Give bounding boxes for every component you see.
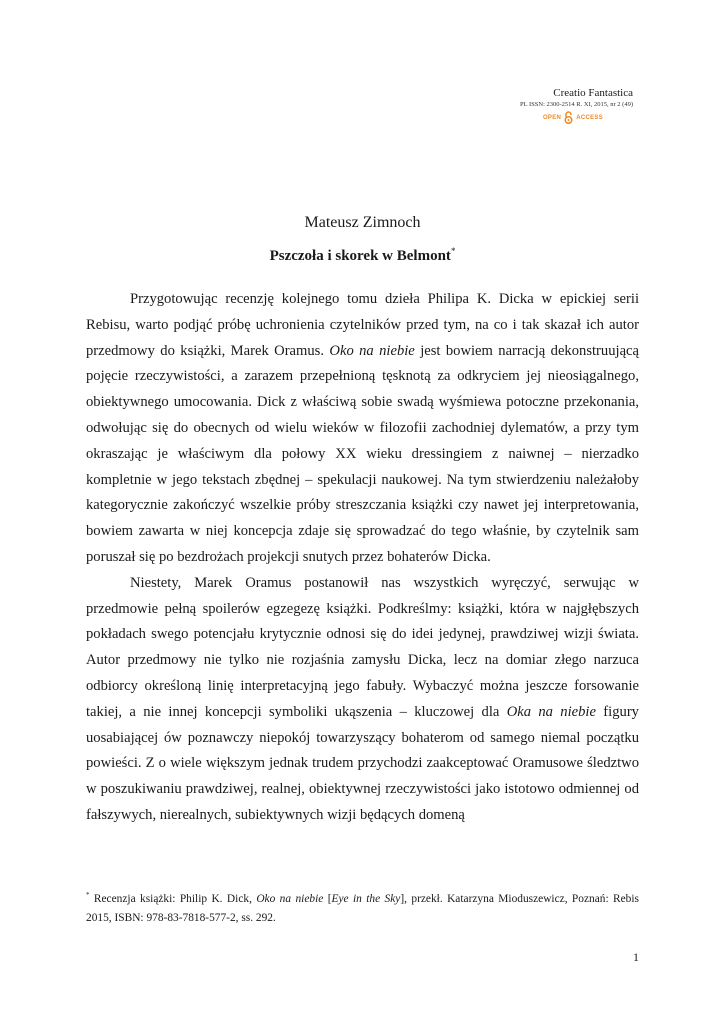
open-label: OPEN [542, 114, 562, 121]
article-title-text: Pszczoła i skorek w Belmont [269, 248, 451, 264]
footnote-text-b: [ [323, 892, 332, 905]
open-access-badge [463, 111, 633, 124]
book-title-italic: Oka na niebie [506, 703, 596, 720]
paragraph-1 [86, 287, 639, 571]
article-title [0, 246, 725, 265]
paragraph-2-text-b: figury uosabiającej ów poznawczy niepokój towarzyszący bohaterom od samego niemal początku powieści. Z o wiele większym jednak trudem przychodzi zaakceptować Oramusowe śledztwo w poszukiwaniu prawdziwej, realnej, obiektywnej rzeczywistości jako istotowo odmiennej od fałszywych, nierealnych, subiektywnych wizji będących domeną [86, 703, 639, 823]
article-body [86, 287, 639, 829]
footnote-marker: * [86, 891, 90, 899]
title-footnote-marker[interactable]: * [450, 246, 456, 256]
journal-name: Creatio Fantastica [553, 87, 633, 99]
footnote-text-c: ], przekł. Katarzyna Mioduszewicz, Poznań: Rebis 2015, ISBN: 978-83-7818-577-2, ss. 292. [86, 892, 639, 924]
open-access-lock-icon [564, 111, 573, 124]
access-label: ACCESS [576, 114, 603, 121]
page-number: 1 [633, 950, 639, 964]
paragraph-1-text-a: Przygotowując recenzję kolejnego tomu dzieła Philipa K. Dicka w epickiej serii Rebisu, warto podjąć próbę uchronienia czytelników przed tym, na co i tak skazał ich autor przedmowy do książki, Marek Oramus. [86, 291, 639, 359]
paragraph-1-text-b: jest bowiem narracją dekonstruującą pojęcie rzeczywistości, a zarazem przepełnioną tęsknotą za odkryciem jej nieosiągalnego, obiektywnego umocowania. Dick z właściwą sobie swadą wyśmiewa potoczne przekonania, odwołując się do obecnych od wielu wieków w filozofii zachodniej dylematów, a przy tym okraszając je właściwym dla połowy XX wieku dressingiem z naiwnej – nierzadko kompletnie w jego tekstach zbędnej – spekulacji naukowej. Na tym stwierdzeniu należałoby kategorycznie zakończyć wszelkie próby streszczania książki czy nawet jej interpretowania, bowiem zawarta w niej koncepcja zdaje się sprowadzać do tego właśnie, by czytelnik sam poruszał się po bezdrożach projekcji snutych przez bohaterów Dicka. [86, 342, 639, 565]
paragraph-2-text-a: Niestety, Marek Oramus postanowił nas wszystkich wyręczyć, serwując w przedmowie pełną spoilerów egzegezę książki. Podkreślmy: książki, która w najgłębszych pokładach swego potencjału krytycznie odnosi się do idei jedynej, prawdziwej wizji świata. Autor przedmowy nie tylko nie rozjaśnia zamysłu Dicka, lecz na domiar złego narzuca odbiorcy określoną linię interpretacyjną jego fabuły. Wybaczyć można jeszcze forsowanie takiej, a nie innej koncepcji symboliki ukąszenia – kluczowej dla [86, 574, 639, 720]
journal-issn: PL ISSN: 2300-2514 R. XI, 2015, nr 2 (49) [520, 101, 633, 108]
footnote [86, 886, 639, 928]
author-name: Mateusz Zimnoch [304, 214, 421, 231]
footnote-original-title: Eye in the Sky [331, 892, 401, 905]
footnote-text-a: Recenzja książki: Philip K. Dick, [89, 892, 257, 905]
book-title-italic: Oko na niebie [329, 342, 415, 359]
journal-header [463, 86, 633, 124]
footnote-book-title: Oko na niebie [256, 892, 324, 905]
paragraph-2 [86, 571, 639, 829]
